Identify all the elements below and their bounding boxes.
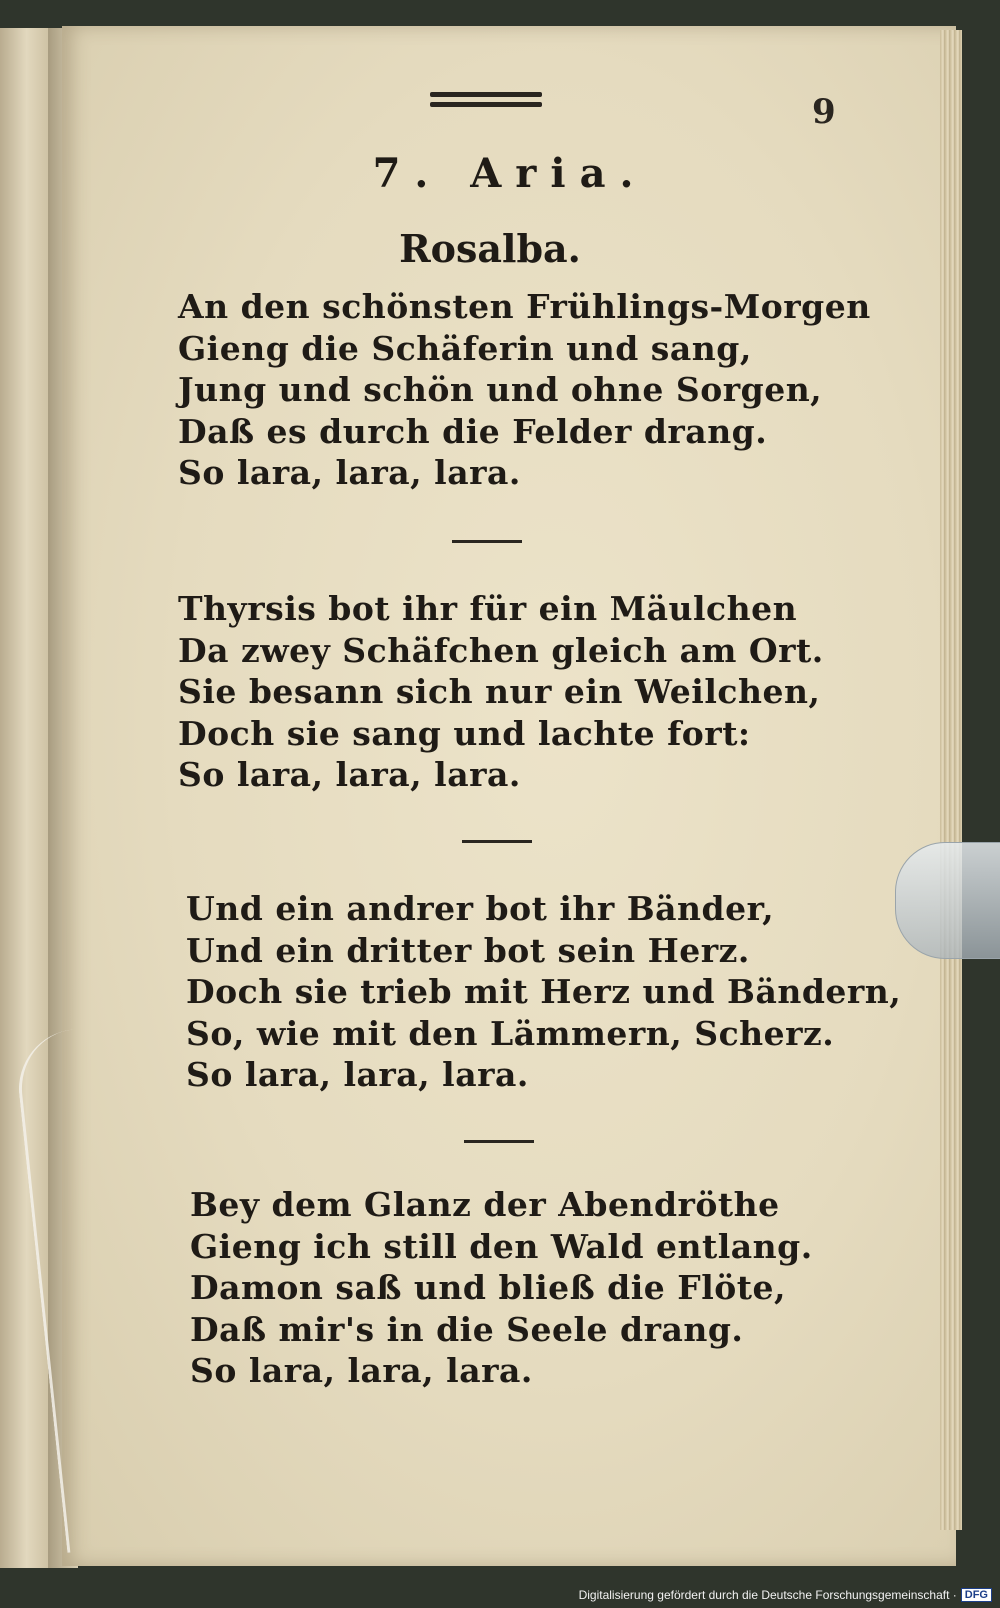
verse-line: So lara, lara, lara.	[186, 1055, 529, 1094]
stanza-4	[190, 1184, 813, 1392]
verse-line: Sie besann sich nur ein Weilchen,	[178, 672, 821, 711]
stanza-divider	[464, 1140, 534, 1143]
verse-line: So lara, lara, lara.	[190, 1351, 533, 1390]
verse-line: Damon saß und bließ die Flöte,	[190, 1268, 786, 1307]
verse-line: Daß mir's in die Seele drang.	[190, 1309, 744, 1349]
verse-line: Doch sie trieb mit Herz und Bändern,	[186, 972, 902, 1011]
stanza-2	[178, 588, 824, 796]
speaker-name: Rosalba.	[399, 226, 581, 271]
verse-line: Bey dem Glanz der Abendröthe	[190, 1185, 780, 1224]
stanza-3	[186, 888, 901, 1096]
digitization-credit	[579, 1584, 992, 1606]
verse-line: Und ein dritter bot sein Herz.	[186, 930, 750, 970]
dfg-logo: DFG	[961, 1588, 992, 1602]
verse-line: Gieng ich still den Wald entlang.	[190, 1226, 813, 1266]
header-rule	[430, 92, 542, 112]
verse-line: Gieng die Schäferin und sang,	[178, 328, 752, 368]
page-clip	[895, 842, 1000, 959]
verse-line: Thyrsis bot ihr für ein Mäulchen	[178, 589, 798, 628]
verse-line: Und ein andrer bot ihr Bänder,	[186, 889, 775, 928]
verse-line: So lara, lara, lara.	[178, 755, 521, 794]
stanza-divider	[462, 840, 532, 843]
verse-line: Jung und schön und ohne Sorgen,	[178, 370, 823, 409]
credit-text: Digitalisierung gefördert durch die Deutsche Forschungsgemeinschaft ·	[578, 1588, 957, 1602]
verse-line: Doch sie sang und lachte fort:	[178, 713, 751, 753]
verse-line: An den schönsten Frühlings-Morgen	[178, 287, 871, 326]
verse-line: So lara, lara, lara.	[178, 453, 521, 492]
verse-line: Da zwey Schäfchen gleich am Ort.	[178, 630, 824, 670]
stanza-divider	[452, 540, 522, 543]
stanza-1	[178, 286, 871, 494]
page-number: 9	[812, 92, 836, 132]
verse-line: Daß es durch die Felder drang.	[178, 411, 768, 451]
verse-line: So, wie mit den Lämmern, Scherz.	[186, 1013, 835, 1053]
section-heading: 7. Aria.	[372, 150, 648, 197]
